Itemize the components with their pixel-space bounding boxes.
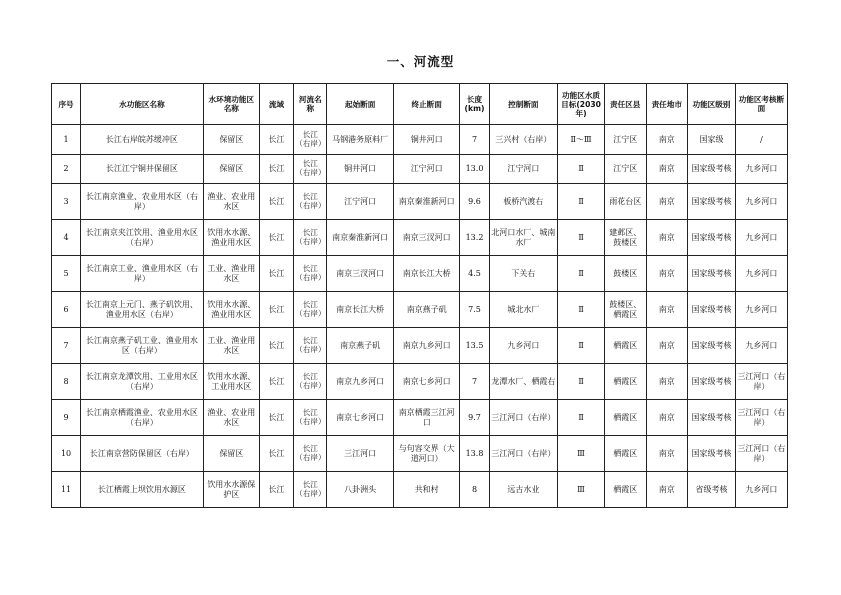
- cell-zone-name: 长江栖霞上坝饮用水源区: [81, 472, 204, 508]
- page-title: 一、河流型: [386, 54, 455, 69]
- cell-basin: 长江: [259, 364, 293, 400]
- cell-zone-level: 国家级考核: [688, 155, 736, 184]
- table-row: [52, 436, 788, 472]
- table-header-row: [52, 84, 788, 125]
- cell-zone-level: 国家级: [688, 125, 736, 155]
- cell-end-section: 与句容交界（大道河口）: [393, 436, 460, 472]
- cell-zone-name: 长江南京工业、渔业用水区（右岸）: [81, 256, 204, 292]
- cell-zone-level: 国家级考核: [688, 256, 736, 292]
- cell-length: 7: [460, 125, 489, 155]
- table-row: [52, 472, 788, 508]
- cell-city: 南京: [646, 155, 688, 184]
- cell-water-target: Ⅱ: [558, 400, 605, 436]
- cell-basin: 长江: [259, 328, 293, 364]
- cell-assessment-section: 三江河口（右岸）: [735, 400, 787, 436]
- cell-city: 南京: [646, 328, 688, 364]
- header-cell: 功能区水质目标(2030年): [558, 84, 605, 125]
- cell-assessment-section: 九乡河口: [735, 220, 787, 256]
- cell-seq: 4: [52, 220, 81, 256]
- cell-control-section: 三江河口（右岸）: [489, 400, 558, 436]
- cell-length: 13.8: [460, 436, 489, 472]
- cell-city: 南京: [646, 400, 688, 436]
- cell-end-section: 南京燕子矶: [393, 292, 460, 328]
- cell-river: 长江（右岸）: [294, 472, 327, 508]
- cell-river: 长江（右岸）: [294, 328, 327, 364]
- cell-zone-name: 长江南京栖霞渔业、农业用水区（右岸）: [81, 400, 204, 436]
- table-row: [52, 292, 788, 328]
- cell-river: 长江（右岸）: [294, 256, 327, 292]
- table-row: [52, 364, 788, 400]
- cell-length: 8: [460, 472, 489, 508]
- cell-env-zone-name: 渔业、农业用水区: [203, 400, 259, 436]
- cell-basin: 长江: [259, 292, 293, 328]
- cell-zone-name: 长江南京上元门、燕子矶饮用、渔业用水区（右岸）: [81, 292, 204, 328]
- cell-city: 南京: [646, 220, 688, 256]
- cell-zone-name: 长江南京营防保留区（右岸）: [81, 436, 204, 472]
- table-row: [52, 155, 788, 184]
- cell-seq: 3: [52, 184, 81, 220]
- cell-city: 南京: [646, 436, 688, 472]
- cell-control-section: 三兴村（右岸）: [489, 125, 558, 155]
- cell-city: 南京: [646, 364, 688, 400]
- cell-river: 长江（右岸）: [294, 400, 327, 436]
- cell-start-section: 铜井河口: [327, 155, 394, 184]
- cell-assessment-section: 三江河口（右岸）: [735, 364, 787, 400]
- cell-env-zone-name: 保留区: [203, 125, 259, 155]
- cell-env-zone-name: 工业、渔业用水区: [203, 256, 259, 292]
- cell-assessment-section: 九乡河口: [735, 184, 787, 220]
- cell-district: 鼓楼区、栖霞区: [604, 292, 646, 328]
- cell-end-section: 江宁河口: [393, 155, 460, 184]
- cell-length: 9.6: [460, 184, 489, 220]
- header-cell: 责任地市: [646, 84, 688, 125]
- cell-river: 长江（右岸）: [294, 220, 327, 256]
- cell-district: 栖霞区: [604, 436, 646, 472]
- cell-water-target: Ⅲ: [558, 436, 605, 472]
- cell-basin: 长江: [259, 436, 293, 472]
- cell-assessment-section: 九乡河口: [735, 292, 787, 328]
- cell-control-section: 板桥汽渡右: [489, 184, 558, 220]
- table-body: [52, 125, 788, 508]
- cell-assessment-section: 九乡河口: [735, 472, 787, 508]
- cell-zone-name: 长江南京夹江饮用、渔业用水区（右岸）: [81, 220, 204, 256]
- cell-district: 鼓楼区: [604, 256, 646, 292]
- cell-assessment-section: 九乡河口: [735, 328, 787, 364]
- cell-assessment-section: /: [735, 125, 787, 155]
- cell-zone-level: 省级考核: [688, 472, 736, 508]
- cell-zone-level: 国家级考核: [688, 184, 736, 220]
- cell-length: 7: [460, 364, 489, 400]
- cell-assessment-section: 九乡河口: [735, 155, 787, 184]
- cell-start-section: 马钢港务原料厂: [327, 125, 394, 155]
- cell-control-section: 江宁河口: [489, 155, 558, 184]
- cell-district: 栖霞区: [604, 364, 646, 400]
- cell-district: 雨花台区: [604, 184, 646, 220]
- cell-zone-name: 长江南京渔业、农业用水区（右岸）: [81, 184, 204, 220]
- table-row: [52, 220, 788, 256]
- cell-river: 长江（右岸）: [294, 364, 327, 400]
- cell-seq: 7: [52, 328, 81, 364]
- cell-zone-level: 国家级考核: [688, 220, 736, 256]
- cell-district: 江宁区: [604, 125, 646, 155]
- cell-control-section: 城北水厂: [489, 292, 558, 328]
- cell-assessment-section: 九乡河口: [735, 256, 787, 292]
- cell-city: 南京: [646, 292, 688, 328]
- header-cell: 流域: [259, 84, 293, 125]
- cell-zone-level: 国家级考核: [688, 292, 736, 328]
- cell-start-section: 南京长江大桥: [327, 292, 394, 328]
- cell-seq: 10: [52, 436, 81, 472]
- cell-basin: 长江: [259, 220, 293, 256]
- cell-end-section: 铜井河口: [393, 125, 460, 155]
- cell-start-section: 南京燕子矶: [327, 328, 394, 364]
- header-cell: 功能区级别: [688, 84, 736, 125]
- cell-water-target: Ⅱ: [558, 328, 605, 364]
- header-cell: 序号: [52, 84, 81, 125]
- cell-end-section: 南京栖霞三江河口: [393, 400, 460, 436]
- header-cell: 水功能区名称: [81, 84, 204, 125]
- cell-basin: 长江: [259, 184, 293, 220]
- cell-water-target: Ⅱ: [558, 155, 605, 184]
- cell-water-target: Ⅱ: [558, 184, 605, 220]
- cell-control-section: 龙潭水厂、栖霞右: [489, 364, 558, 400]
- cell-zone-level: 国家级考核: [688, 328, 736, 364]
- cell-control-section: 远古水业: [489, 472, 558, 508]
- cell-city: 南京: [646, 256, 688, 292]
- cell-control-section: 三江河口（右岸）: [489, 436, 558, 472]
- cell-basin: 长江: [259, 400, 293, 436]
- cell-env-zone-name: 饮用水水源、工业用水区: [203, 364, 259, 400]
- table-row: [52, 328, 788, 364]
- cell-river: 长江（右岸）: [294, 155, 327, 184]
- cell-start-section: 南京九乡河口: [327, 364, 394, 400]
- cell-basin: 长江: [259, 125, 293, 155]
- cell-basin: 长江: [259, 256, 293, 292]
- cell-length: 9.7: [460, 400, 489, 436]
- cell-zone-level: 国家级考核: [688, 400, 736, 436]
- cell-city: 南京: [646, 184, 688, 220]
- cell-end-section: 南京七乡河口: [393, 364, 460, 400]
- header-cell: 河流名称: [294, 84, 327, 125]
- cell-start-section: 三江河口: [327, 436, 394, 472]
- cell-end-section: 南京三汊河口: [393, 220, 460, 256]
- cell-start-section: 南京三汊河口: [327, 256, 394, 292]
- cell-start-section: 南京秦淮新河口: [327, 220, 394, 256]
- cell-env-zone-name: 保留区: [203, 155, 259, 184]
- cell-seq: 9: [52, 400, 81, 436]
- cell-control-section: 北河口水厂、城南水厂: [489, 220, 558, 256]
- table-row: [52, 256, 788, 292]
- cell-length: 13.0: [460, 155, 489, 184]
- cell-zone-name: 长江南京龙潭饮用、工业用水区（右岸）: [81, 364, 204, 400]
- cell-length: 4.5: [460, 256, 489, 292]
- cell-water-target: Ⅱ: [558, 256, 605, 292]
- cell-water-target: Ⅲ: [558, 472, 605, 508]
- header-cell: 水环境功能区名称: [203, 84, 259, 125]
- cell-water-target: Ⅱ: [558, 292, 605, 328]
- cell-district: 栖霞区: [604, 400, 646, 436]
- cell-start-section: 南京七乡河口: [327, 400, 394, 436]
- cell-env-zone-name: 保留区: [203, 436, 259, 472]
- cell-zone-name: 长江右岸皖苏缓冲区: [81, 125, 204, 155]
- cell-end-section: 南京九乡河口: [393, 328, 460, 364]
- cell-length: 7.5: [460, 292, 489, 328]
- header-cell: 起始断面: [327, 84, 394, 125]
- cell-seq: 2: [52, 155, 81, 184]
- cell-water-target: Ⅱ: [558, 364, 605, 400]
- cell-end-section: 南京长江大桥: [393, 256, 460, 292]
- cell-zone-level: 国家级考核: [688, 364, 736, 400]
- cell-assessment-section: 三江河口（右岸）: [735, 436, 787, 472]
- cell-seq: 11: [52, 472, 81, 508]
- cell-river: 长江（右岸）: [294, 292, 327, 328]
- cell-water-target: Ⅱ～Ⅲ: [558, 125, 605, 155]
- cell-zone-name: 长江南京燕子矶工业、渔业用水区（右岸）: [81, 328, 204, 364]
- cell-basin: 长江: [259, 472, 293, 508]
- cell-basin: 长江: [259, 155, 293, 184]
- cell-end-section: 南京秦淮新河口: [393, 184, 460, 220]
- cell-water-target: Ⅱ: [558, 220, 605, 256]
- cell-river: 长江（右岸）: [294, 436, 327, 472]
- cell-start-section: 江宁河口: [327, 184, 394, 220]
- cell-env-zone-name: 工业、渔业用水区: [203, 328, 259, 364]
- cell-env-zone-name: 饮用水水源、渔业用水区: [203, 220, 259, 256]
- cell-district: 建邺区、鼓楼区: [604, 220, 646, 256]
- cell-zone-name: 长江江宁铜井保留区: [81, 155, 204, 184]
- cell-end-section: 共和村: [393, 472, 460, 508]
- header-cell: 控制断面: [489, 84, 558, 125]
- cell-district: 栖霞区: [604, 472, 646, 508]
- header-cell: 功能区考核断面: [735, 84, 787, 125]
- cell-length: 13.5: [460, 328, 489, 364]
- cell-seq: 6: [52, 292, 81, 328]
- cell-city: 南京: [646, 125, 688, 155]
- cell-seq: 8: [52, 364, 81, 400]
- cell-seq: 5: [52, 256, 81, 292]
- cell-control-section: 九乡河口: [489, 328, 558, 364]
- table-row: [52, 125, 788, 155]
- cell-length: 13.2: [460, 220, 489, 256]
- header-cell: 终止断面: [393, 84, 460, 125]
- cell-env-zone-name: 渔业、农业用水区: [203, 184, 259, 220]
- cell-city: 南京: [646, 472, 688, 508]
- table-row: [52, 400, 788, 436]
- cell-district: 江宁区: [604, 155, 646, 184]
- header-cell: 长度(km): [460, 84, 489, 125]
- table-row: [52, 184, 788, 220]
- cell-zone-level: 国家级考核: [688, 436, 736, 472]
- cell-river: 长江（右岸）: [294, 125, 327, 155]
- cell-env-zone-name: 饮用水水源保护区: [203, 472, 259, 508]
- cell-start-section: 八卦洲头: [327, 472, 394, 508]
- cell-control-section: 下关右: [489, 256, 558, 292]
- cell-district: 栖霞区: [604, 328, 646, 364]
- water-function-zone-table: [51, 83, 788, 508]
- cell-river: 长江（右岸）: [294, 184, 327, 220]
- cell-env-zone-name: 饮用水水源、渔业用水区: [203, 292, 259, 328]
- header-cell: 责任区县: [604, 84, 646, 125]
- cell-seq: 1: [52, 125, 81, 155]
